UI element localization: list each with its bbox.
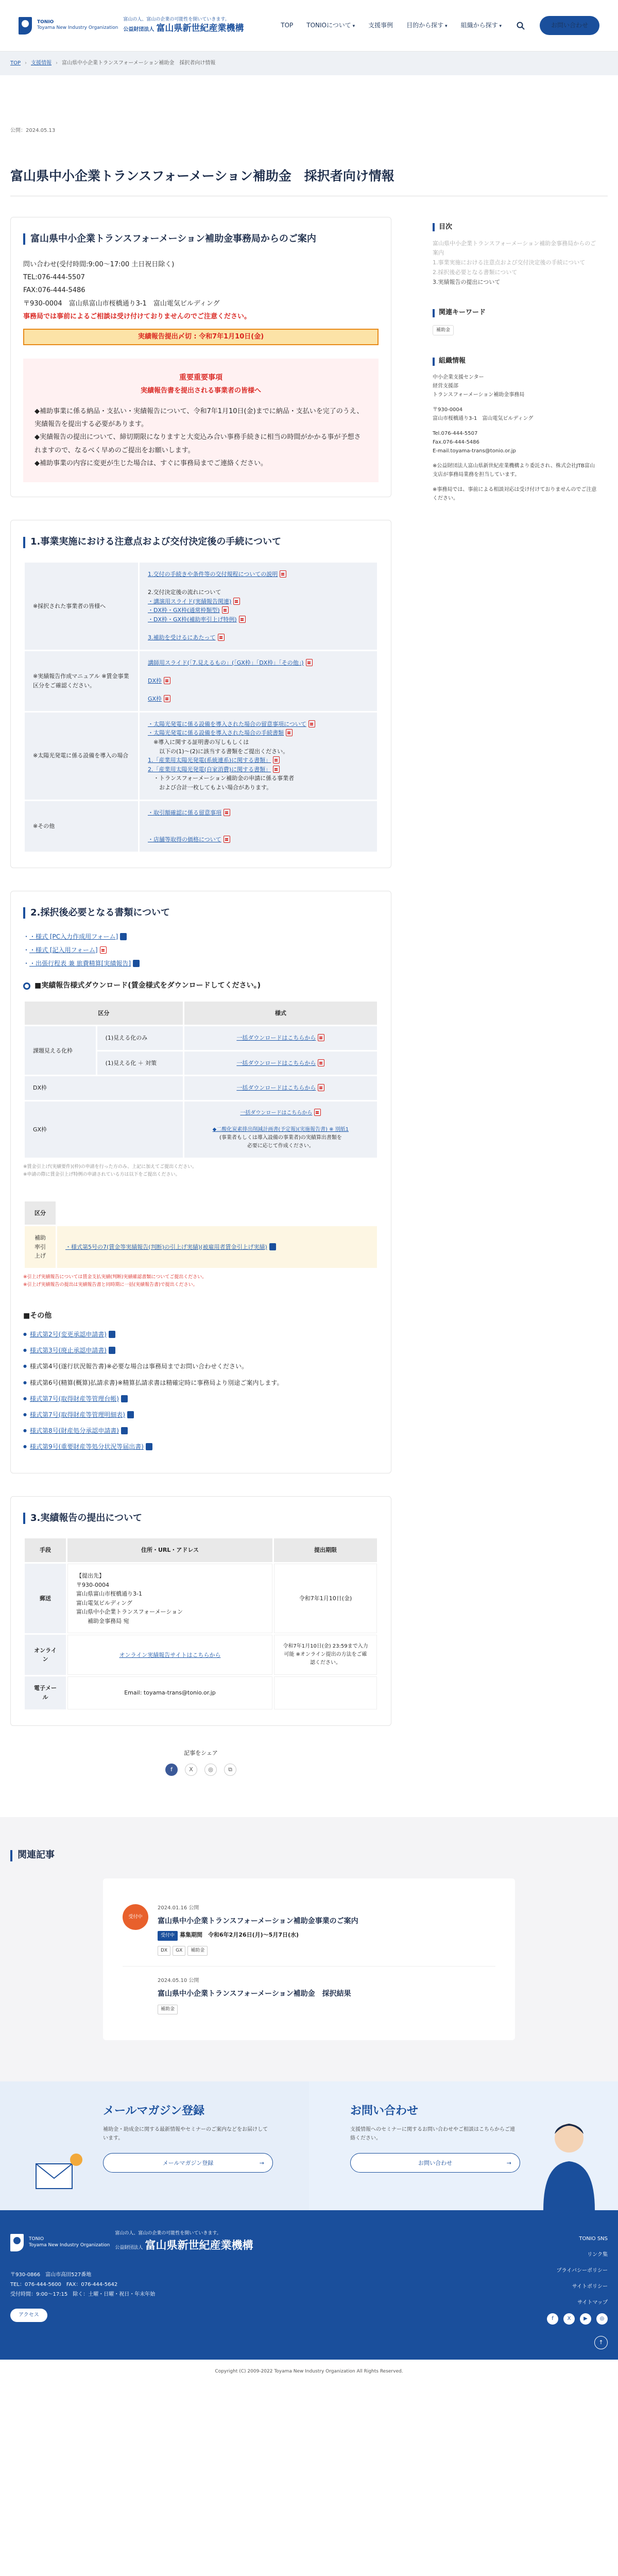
doc-link[interactable]: ・取引額確認に係る留意事項 (148, 809, 221, 816)
cell-category: DX枠 (25, 1076, 183, 1100)
logo-name: 富山県新世紀産業機構 (156, 23, 244, 34)
cell-means: 郵送 (25, 1564, 66, 1634)
breadcrumb-support[interactable]: 支援情報 (31, 60, 52, 66)
row-value (140, 651, 377, 711)
row-value (140, 713, 377, 800)
x-icon[interactable]: X (185, 1764, 197, 1776)
word-icon (120, 933, 127, 940)
form-link[interactable]: 様式第8号(財産処分承認申請書) (29, 1427, 119, 1435)
contact-cta (309, 2081, 618, 2210)
org-line: ※公益財団法人富山県新世紀産業機構より委託され、株式会社JTB富山支店が事務局業務を担当しています。 (433, 463, 595, 478)
nav-item-org[interactable]: 組織から探す ▾ (461, 21, 502, 30)
list-item (23, 945, 379, 955)
list-item (23, 932, 379, 942)
site-logo[interactable] (19, 17, 244, 35)
submission-table (23, 1537, 379, 1710)
page-top-button[interactable]: ↑ (594, 2336, 608, 2349)
row-value (140, 563, 377, 650)
access-button[interactable]: アクセス (10, 2309, 47, 2322)
excel-icon (133, 960, 140, 967)
gx-note: 必要に応じて作成ください。 (247, 1143, 314, 1149)
toc-title: 目次 (433, 222, 597, 233)
related-date: 2024.01.16 公開 (158, 1905, 199, 1911)
address-line: 補助金事務局 宛 (76, 1617, 129, 1624)
related-date: 2024.05.10 公開 (158, 1978, 199, 1984)
logo-corp: 公益財団法人 (123, 27, 154, 33)
important-head: 重要重要事項 (179, 374, 222, 382)
contact-text: 支援情報へのセミナーに関するお問い合わせやご相談はこちらからご連絡ください。 (350, 2127, 515, 2142)
doc-link[interactable]: ・太陽光発電に係る設備を導入された場合の手続書類 (148, 730, 284, 737)
cell-category: 補助率引上げ (25, 1226, 56, 1268)
red-note: ※引上げ実績報告の提出は実績報告書と同時期に一括(実績報告書)で提出ください。 (23, 1282, 198, 1288)
column-header: 手段 (25, 1538, 66, 1562)
sidebar (433, 217, 597, 1807)
footer-hours: 受付時間：9:00〜17:15 除く：土曜・日曜・祝日・年末年始 (10, 2291, 156, 2297)
related-item-title[interactable]: 富山県中小企業トランスフォーメーション補助金事業のご案内 (158, 1917, 358, 1926)
row-text: ・トランスフォーメーション補助金の申請に係る事業者 (148, 775, 295, 782)
nav-item-about[interactable]: TONIOについて ▾ (306, 21, 355, 30)
bulk-download-link[interactable]: 一括ダウンロードはこちらから (236, 1035, 316, 1042)
footer-logo-tagline: Toyama New Industry Organization (29, 2242, 110, 2248)
related-item[interactable] (123, 1967, 495, 2025)
pdf-icon (273, 766, 280, 773)
keyword-tag[interactable]: DX (158, 1946, 170, 1955)
mail-magazine-cta (0, 2081, 309, 2210)
list-item (23, 1426, 379, 1436)
important-item: ◆補助事業に係る納品・支払い・実績報告について、令和7年1月10日(金)までに納品・支払いを完了のうえ、実績報告を提出する必要があります。 (35, 407, 364, 428)
spacer (433, 479, 597, 485)
doc-link[interactable]: ・太陽光発電に係る設備を導入された場合の留意事項について (148, 720, 306, 727)
contact-line: 問い合わせ(受付時間:9:00〜17:00 土日祝日除く) (23, 260, 175, 268)
table-row (25, 563, 377, 650)
org-line: 富山市桜橋通り3-1 富山電気ビルディング (433, 416, 534, 422)
related-card (103, 1878, 515, 2040)
footer-links (557, 2231, 608, 2311)
cell-deadline (274, 1676, 377, 1709)
footer-tel: TEL：076-444-5600 FAX：076-444-5642 (10, 2281, 118, 2287)
cell-deadline: 令和7年1月10日(金) (274, 1564, 377, 1634)
related-item[interactable] (123, 1894, 495, 1967)
org-title: 組織情報 (433, 356, 597, 367)
table-row (25, 1226, 377, 1268)
doc-link[interactable]: 3.補助を受けるにあたって (148, 634, 216, 641)
mail-magazine-button[interactable]: メールマガジン登録 → (103, 2153, 273, 2173)
pdf-icon (239, 616, 246, 623)
wage-form-link[interactable]: ・様式第5号の7(賃金等実績報告(判断)の引上げ実績)(被雇用者賃金引上げ実績) (65, 1243, 267, 1250)
doc-link[interactable]: ・店舗等取得の価格について (148, 836, 221, 843)
org-line: ※事務局では、事前による相談対応は受け付けておりませんのでご注意ください。 (433, 487, 597, 502)
table-header-row (25, 1002, 377, 1025)
cell-means: 電子メール (25, 1676, 66, 1709)
org-line: 経営支援部 (433, 383, 458, 389)
form-link[interactable]: ・様式 [記入用フォーム] (29, 946, 98, 954)
row-text: ※導入に関する証明書の写しもしくは (148, 739, 249, 746)
pdf-icon (318, 1084, 324, 1091)
keyword-tag[interactable]: 補助金 (158, 2005, 178, 2014)
word-icon (109, 1347, 115, 1354)
form-link[interactable]: ・様式 [PC入力作成用フォーム] (29, 933, 118, 940)
nav-item-purpose[interactable]: 目的から探す ▾ (406, 21, 447, 30)
footer-address: 〒930-0866 富山市高田527番地 (10, 2272, 92, 2278)
logo-catchphrase: 富山の人、富山の企業の可能性を開いていきます。 (123, 17, 230, 23)
keyword-title: 関連キーワード (433, 308, 597, 318)
org-line: 〒930-0004 (433, 407, 463, 413)
youtube-icon[interactable]: ▶ (580, 2313, 591, 2325)
footer-logo[interactable] (10, 2231, 608, 2254)
list-item (23, 1394, 379, 1404)
column-header: 区分 (25, 1201, 56, 1225)
column-header: 様式 (184, 1002, 377, 1025)
table-header-row (25, 1201, 377, 1225)
search-icon[interactable] (515, 20, 526, 31)
mail-title: メールマガジン登録 (103, 2105, 205, 2118)
row-label: ※その他 (25, 801, 138, 852)
toc-item-active[interactable]: 3.実績報告の提出について (433, 278, 501, 285)
important-item: ◆実績報告の提出について、締切期限になりますと大変込み合い事務手続きに相当の時間がかかる事が予想されますので、なるべく早めのご提出をお願いします。 (35, 433, 361, 454)
form-text: 様式第4号(遂行状況報告書)※必要な場合は事務局までお問い合わせください。 (29, 1363, 248, 1370)
pdf-icon (318, 1034, 324, 1041)
footer-link-sns[interactable]: TONIO SNS (579, 2236, 608, 2242)
org-line: Fax.076-444-5486 (433, 439, 479, 446)
share-label: 記事をシェア (184, 1749, 218, 1756)
cell-category: GX枠 (25, 1101, 183, 1158)
contact-title: お問い合わせ (350, 2105, 419, 2118)
related-articles (0, 1817, 618, 2081)
table-row (25, 801, 377, 852)
other-heading (23, 1310, 379, 1321)
deadline-box: 実績報告提出〆切 : 令和7年1月10日(金) (23, 329, 379, 346)
download-title: ■実績報告様式ダウンロード(賃金様式をダウンロードしてください。) (35, 981, 261, 990)
doc-link[interactable]: ・講演用スライド(実績報告関連) (148, 598, 232, 605)
breadcrumb (0, 52, 618, 75)
mail-text: 補助金・助成金に関する最新情報やセミナーのご案内などをお届けしています。 (103, 2127, 268, 2142)
doc-link[interactable]: 1.交付の手続きや条件等の交付規程についての説明 (148, 571, 278, 578)
word-icon (269, 1243, 276, 1250)
pdf-icon (314, 1109, 321, 1116)
logo-mark-icon (10, 2234, 24, 2251)
section-heading: 2.採択後必要となる書類について (23, 906, 379, 921)
table-row (25, 1076, 377, 1100)
pdf-icon (280, 570, 286, 578)
form-link[interactable]: 様式第2号(変更承認申請書) (29, 1331, 107, 1338)
copy-link-icon[interactable]: ⧉ (224, 1764, 236, 1776)
excel-icon (121, 1395, 128, 1402)
list-item (23, 1378, 379, 1388)
footer-link-site-policy[interactable]: サイトポリシー (572, 2284, 608, 2290)
contact-red-note: 事務局では事前によるご相談は受け付けておりませんのでご注意ください。 (23, 313, 251, 321)
content-layout (0, 217, 618, 1807)
red-note: ※引上げ実績報告については賃金支払実績(判断)実績確認書類についてご提出ください。 (23, 1275, 207, 1280)
footer-org-name: 富山県新世紀産業機構 (145, 2239, 253, 2251)
list-item (23, 959, 379, 969)
doc-link[interactable]: ・DX枠・GX枠(補助率引上げ特例) (148, 616, 237, 623)
row-text: 以下の(1)～(2)に該当する書類をご提出ください。 (148, 748, 289, 755)
important-notice (23, 359, 379, 482)
pdf-icon (164, 677, 170, 684)
page-title: 富山県中小企業トランスフォーメーション補助金 採択者向け情報 (10, 168, 394, 183)
footer-info (10, 2270, 608, 2322)
cell-deadline: 令和7年1月10日(金) 23:59まで入力可能 ※オンライン提出の方法をご確認ください。 (274, 1635, 377, 1675)
pdf-icon (233, 598, 240, 605)
operator-illustration-icon (536, 2112, 603, 2210)
keyword-tag[interactable]: GX (173, 1946, 185, 1955)
toc-item[interactable]: 2.採択後必要となる書類について (433, 268, 518, 276)
spacer (433, 455, 597, 462)
contact-button[interactable]: お問い合わせ → (350, 2153, 520, 2173)
form-text: 様式第6号(精算(概算)払請求書)※精算払請求書は精確定時に事務局より別途ご案内します。 (29, 1379, 283, 1386)
table-row (25, 1635, 377, 1675)
nav-item-top[interactable]: TOP (281, 21, 294, 29)
pdf-icon (224, 836, 230, 843)
section-1 (10, 520, 391, 868)
column-header: 提出期限 (274, 1538, 377, 1562)
breadcrumb-current: 富山県中小企業トランスフォーメーション補助金 採択者向け情報 (62, 60, 216, 66)
mail-illustration-icon (31, 2148, 88, 2195)
logo-en: TONIO (37, 20, 54, 25)
cell-sub: (1)見える化 ＋ 対策 (97, 1052, 183, 1075)
row-text: および合計一枚してもよい場合があります。 (148, 784, 272, 791)
status-badge: 受付中 (123, 1904, 148, 1930)
breadcrumb-top[interactable]: TOP (10, 60, 21, 66)
word-icon (109, 1331, 115, 1338)
form-links (23, 932, 379, 969)
toc-item[interactable]: 1.事業実施における注意点および交付決定後の手続について (433, 259, 586, 266)
contact-tel: TEL:076-444-5507 (23, 274, 85, 282)
list-item (23, 1442, 379, 1452)
instagram-icon[interactable]: ◎ (596, 2313, 608, 2325)
contact-section (10, 217, 391, 497)
share-block (10, 1749, 391, 1776)
keyword-tag[interactable]: 補助金 (433, 325, 454, 335)
list-item (23, 1410, 379, 1420)
footer-link-links[interactable]: リンク集 (587, 2252, 608, 2258)
table-header-row (25, 1538, 377, 1562)
related-title: 関連記事 (10, 1848, 608, 1863)
download-heading (23, 980, 379, 991)
list-item (23, 1330, 379, 1340)
section-3 (10, 1496, 391, 1726)
address-line: 富山県中小企業トランスフォーメーション (76, 1608, 183, 1616)
pdf-icon (318, 1059, 324, 1066)
excel-icon (127, 1411, 134, 1418)
pdf-icon (218, 634, 225, 641)
pdf-icon (164, 695, 170, 702)
row-label: ※採択された事業者の皆様へ (25, 563, 138, 650)
contact-address: 〒930-0004 富山県富山市桜橋通り3-1 富山電気ビルディング (23, 299, 220, 308)
status-tag: 受付中 (158, 1931, 178, 1940)
header-contact-button[interactable]: お問い合わせ (540, 16, 599, 35)
table-row (25, 1101, 377, 1158)
doc-link[interactable]: ・DX枠・GX枠(通常枠類型) (148, 607, 220, 614)
related-period: 募集期間 令和6年2月26日(月)〜5月7日(水) (180, 1931, 299, 1939)
cta-section (0, 2081, 618, 2210)
doc-link[interactable]: 講師用スライド(「7.見えるもの」(「GX枠」「DX枠」「その他」) (148, 659, 304, 666)
line-icon[interactable]: ◎ (204, 1764, 217, 1776)
table-note: ※賃金引上げ(実績要件)(枠)の申請を行った方のみ、上記に加えてご提出ください。 (23, 1164, 197, 1170)
online-report-link[interactable]: オンライン実績報告サイトはこちらから (119, 1651, 221, 1658)
important-sub: 実績報告書を提出される事業者の皆様へ (140, 386, 261, 395)
procedure-table (23, 561, 379, 853)
row-label: ※実績報告作成マニュアル ※賃金事業区分をご確認ください。 (25, 651, 138, 711)
keyword-tag[interactable]: 補助金 (187, 1946, 208, 1955)
form-link[interactable]: 様式第7号(取得財産等管理明細表) (29, 1411, 125, 1418)
global-nav (281, 16, 599, 35)
toc-item[interactable]: 富山県中小企業トランスフォーメーション補助金事務局からのご案内 (433, 240, 596, 257)
x-icon[interactable]: X (563, 2313, 575, 2325)
table-row (25, 1564, 377, 1634)
form-link[interactable]: 様式第9号(重要財産等処分状況等届出書) (29, 1443, 144, 1451)
pdf-icon (308, 720, 315, 727)
org-line: トランスフォーメーション補助金事務局 (433, 392, 525, 398)
pdf-icon (286, 729, 293, 736)
address-line: 〒930-0004 (76, 1581, 109, 1588)
list-item (23, 1362, 379, 1371)
cell-sub: (1)見える化のみ (97, 1026, 183, 1050)
address-line: 【提出先】 (76, 1572, 105, 1579)
cell-email[interactable]: Email: toyama-trans@tonio.or.jp (67, 1676, 272, 1709)
column-header-blank (57, 1201, 377, 1225)
main-content (10, 217, 391, 1807)
doc-link[interactable]: GX枠 (148, 696, 162, 703)
section-2 (10, 891, 391, 1473)
breadcrumb-separator: › (56, 60, 58, 66)
cell-means: オンライン (25, 1635, 66, 1675)
section-heading: 3.実績報告の提出について (23, 1511, 379, 1526)
logo-tagline: Toyama New Industry Organization (37, 25, 118, 31)
section-heading: 富山県中小企業トランスフォーメーション補助金事務局からのご案内 (23, 232, 379, 247)
doc-link[interactable]: 1.「産業用太陽光発電(系統連系)に関する書類」 (148, 757, 271, 764)
footer-catchphrase: 富山の人、富山の企業の可能性を開いていきます。 (115, 2231, 221, 2236)
bulk-download-link[interactable]: 一括ダウンロードはこちらから (236, 1084, 316, 1092)
facebook-icon[interactable]: f (165, 1764, 178, 1776)
publish-date: 公開：2024.05.13 (10, 128, 56, 133)
breadcrumb-separator: › (25, 60, 27, 66)
pdf-icon (306, 659, 313, 666)
org-line: E-mail.toyama-trans@tonio.or.jp (433, 448, 516, 454)
table-row (25, 713, 377, 800)
download-table (23, 1000, 379, 1159)
table-row (25, 1676, 377, 1709)
cell-category: 課題見える化枠 (25, 1026, 96, 1075)
address-line: 富山県富山市桜橋通り3-1 (76, 1590, 142, 1598)
form-link[interactable]: ・出張行程表 兼 旅費精算[実績報告] (29, 960, 131, 968)
nav-item-cases[interactable]: 支援事例 (368, 21, 393, 29)
spacer (433, 423, 597, 429)
gx-note: (事業者もしくは導入設備の事業者)の実績算出書類を (219, 1135, 342, 1141)
column-header: 住所・URL・アドレス (67, 1538, 272, 1562)
other-title: ■その他 (23, 1311, 52, 1320)
doc-link[interactable]: 2.「産業用太陽光発電(自家消費)に関する書類」 (148, 766, 271, 773)
logo-mark-icon (19, 17, 32, 35)
pdf-icon (222, 606, 229, 614)
co2-plan-link[interactable]: ◆二酸化炭素排出削減計画書(予定報)(実施報告書) ※ 別紙1 (212, 1127, 349, 1133)
section-heading: 1.事業実施における注意点および交付決定後の手続について (23, 535, 379, 550)
table-row (25, 1026, 377, 1050)
facebook-icon[interactable]: f (547, 2313, 558, 2325)
address-line: 富山電気ビルディング (76, 1599, 132, 1606)
org-line: Tel.076-444-5507 (433, 431, 478, 437)
important-item: ◆補助事業の内容に変更が生じた場合は、すぐに事務局までご連絡ください。 (35, 459, 267, 467)
row-text: 2.交付決定後の流れについて (148, 589, 221, 596)
footer-link-sitemap[interactable]: サイトマップ (577, 2300, 608, 2306)
bulk-download-link[interactable]: 一括ダウンロードはこちらから (240, 1110, 313, 1116)
org-info (433, 356, 597, 503)
related-item-title[interactable]: 富山県中小企業トランスフォーメーション補助金 採択結果 (158, 1990, 351, 1998)
row-label: ※太陽光発電に係る設備を導入の場合 (25, 713, 138, 800)
pdf-icon (224, 809, 230, 816)
pdf-icon (100, 946, 107, 954)
bulk-download-link[interactable]: 一括ダウンロードはこちらから (236, 1059, 316, 1066)
form-link[interactable]: 様式第7号(取得財産等管理台帳) (29, 1395, 119, 1402)
word-icon (146, 1443, 152, 1450)
table-of-contents (433, 222, 597, 287)
table-note: ※申請の際に賃金引上げ特例の申請されている方は以下をご提出ください。 (23, 1172, 180, 1178)
column-header: 区分 (25, 1002, 183, 1025)
ring-icon (23, 982, 30, 990)
table-row (25, 651, 377, 711)
site-header (0, 0, 618, 52)
form-link[interactable]: 様式第3号(廃止承認申請書) (29, 1347, 107, 1354)
row-value (140, 801, 377, 852)
other-forms-list (23, 1330, 379, 1452)
copyright: Copyright (C) 2009-2022 Toyama New Industry Organization All Rights Reserved. (215, 2369, 403, 2375)
cell-address (67, 1564, 272, 1634)
wage-table (23, 1200, 379, 1269)
doc-link[interactable]: DX枠 (148, 677, 162, 685)
org-line: 中小企業支援センター (433, 375, 484, 381)
badge-spacer (123, 1977, 148, 2014)
footer-link-privacy[interactable]: プライバシーポリシー (556, 2268, 608, 2274)
list-item (23, 1346, 379, 1355)
pdf-icon (273, 756, 280, 764)
site-footer (0, 2210, 618, 2360)
contact-fax: FAX:076-444-5486 (23, 286, 85, 295)
spacer (433, 399, 597, 405)
footer-corp: 公益財団法人 (115, 2245, 143, 2250)
footer-sns (547, 2313, 608, 2325)
footer-logo-en: TONIO (29, 2236, 44, 2242)
share-icons (10, 1764, 391, 1776)
word-icon (121, 1427, 128, 1434)
